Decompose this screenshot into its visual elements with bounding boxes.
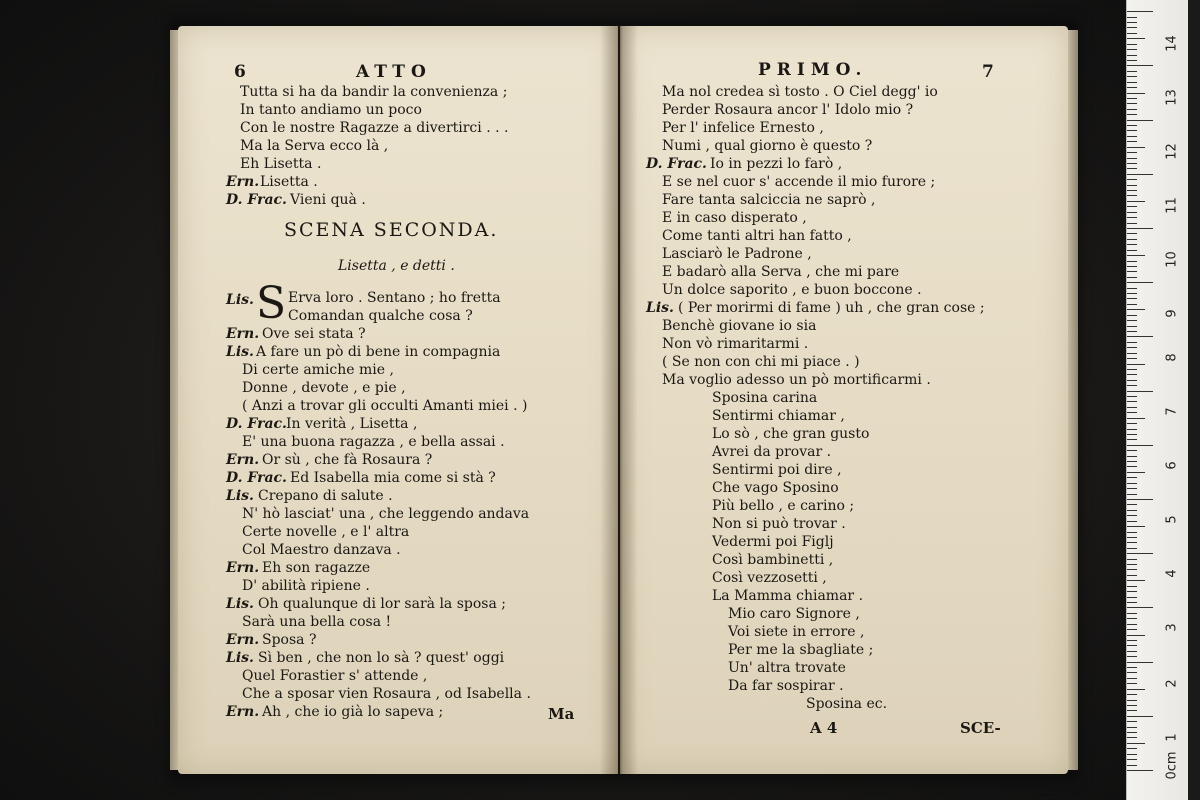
ruler-tick — [1127, 217, 1137, 218]
ruler-tick — [1127, 477, 1137, 478]
ruler-tick — [1127, 239, 1137, 240]
ruler-tick — [1127, 559, 1137, 560]
ruler-tick — [1127, 87, 1137, 88]
dialogue-line: Crepano di salute . — [258, 488, 393, 504]
ruler-tick — [1127, 526, 1145, 527]
catchword: Ma — [548, 705, 575, 723]
aria-line: Un' altra trovate — [728, 660, 846, 676]
ruler-tick — [1127, 483, 1137, 484]
ruler-tick — [1127, 743, 1145, 744]
ruler-tick — [1127, 586, 1137, 587]
scene-characters: Lisetta , e detti . — [338, 258, 455, 274]
ruler-tick — [1127, 277, 1137, 278]
ruler-tick — [1127, 71, 1137, 72]
ruler-tick — [1127, 537, 1137, 538]
aria-line: Sentirmi chiamar , — [712, 408, 845, 424]
ruler-mark: 11 — [1164, 197, 1180, 214]
scale-ruler — [1126, 0, 1189, 800]
ruler-tick — [1127, 185, 1137, 186]
aria-line: Che vago Sposino — [712, 480, 839, 496]
ruler-tick — [1127, 49, 1137, 50]
ruler-mark: 7 — [1164, 407, 1180, 416]
ruler-tick — [1127, 33, 1137, 34]
ruler-tick — [1127, 109, 1137, 110]
right-line: Io in pezzi lo farò , — [710, 156, 843, 172]
catchword: SCE- — [960, 719, 1001, 737]
speaker-label: Lis. — [226, 292, 254, 308]
dialogue-line: In verità , Lisetta , — [286, 416, 418, 432]
ruler-tick — [1127, 326, 1137, 327]
ruler-tick — [1127, 591, 1137, 592]
ruler-tick — [1127, 759, 1137, 760]
ruler-tick — [1127, 55, 1137, 56]
ruler-tick — [1127, 385, 1137, 386]
speaker-label: Ern. — [226, 174, 260, 190]
dialogue-line: N' hò lasciat' una , che leggendo andava — [242, 506, 530, 522]
ruler-tick — [1127, 640, 1137, 641]
ruler-tick — [1127, 293, 1137, 294]
ruler-tick — [1127, 250, 1137, 251]
speaker-label: D. Frac. — [226, 416, 287, 432]
ruler-tick — [1127, 488, 1137, 489]
ruler-tick — [1127, 320, 1137, 321]
ruler-tick — [1127, 168, 1137, 169]
ruler-tick — [1127, 38, 1145, 39]
ruler-tick — [1127, 174, 1153, 175]
dialogue-line: Sì ben , che non lo sà ? quest' oggi — [258, 650, 505, 666]
ruler-tick — [1127, 564, 1137, 565]
ruler-tick — [1127, 120, 1153, 121]
left-running-head: ATTO — [356, 62, 432, 82]
aria-line: Sposina ec. — [806, 696, 888, 712]
ruler-tick — [1127, 82, 1137, 83]
ruler-tick — [1127, 298, 1137, 299]
right-line: ( Per morirmi di fame ) uh , che gran cose ; — [678, 300, 985, 316]
ruler-tick — [1127, 103, 1137, 104]
ruler-tick — [1127, 607, 1153, 608]
dialogue-line: Eh son ragazze — [262, 560, 371, 576]
speaker-label: D. Frac. — [226, 192, 287, 208]
ruler-tick — [1127, 694, 1137, 695]
ruler-tick — [1127, 629, 1137, 630]
ruler-tick — [1127, 130, 1137, 131]
ruler-tick — [1127, 223, 1137, 224]
ruler-tick — [1127, 716, 1153, 717]
ruler-tick — [1127, 412, 1137, 413]
dialogue-line: Di certe amiche mie , — [242, 362, 394, 378]
ruler-tick — [1127, 315, 1137, 316]
ruler-tick — [1127, 212, 1137, 213]
right-line: E badarò alla Serva , che mi pare — [662, 264, 900, 280]
ruler-tick — [1127, 580, 1145, 581]
ruler-mark: 14 — [1164, 35, 1180, 52]
aria-line: Sentirmi poi dire , — [712, 462, 842, 478]
book-gutter — [600, 26, 638, 774]
speaker-label: D. Frac. — [646, 156, 707, 172]
ruler-tick — [1127, 266, 1137, 267]
ruler-mark: 6 — [1164, 461, 1180, 470]
speaker-label: Lis. — [226, 596, 254, 612]
right-line: Non vò rimaritarmi . — [662, 336, 809, 352]
ruler-tick — [1127, 60, 1137, 61]
ruler-tick — [1127, 282, 1153, 283]
ruler-tick — [1127, 309, 1145, 310]
ruler-tick — [1127, 765, 1137, 766]
dialogue-line: Or sù , che fà Rosaura ? — [262, 452, 433, 468]
ruler-tick — [1127, 331, 1137, 332]
ruler-tick — [1127, 163, 1137, 164]
speaker-label: Ern. — [226, 632, 260, 648]
dialogue-line: Ed Isabella mia come si stà ? — [290, 470, 496, 486]
ruler-tick — [1127, 494, 1137, 495]
dialogue-line: Che a sposar vien Rosaura , od Isabella . — [242, 686, 531, 702]
ruler-mark: 8 — [1164, 353, 1180, 362]
dialogue-line: Oh qualunque di lor sarà la sposa ; — [258, 596, 507, 612]
ruler-tick — [1127, 407, 1137, 408]
ruler-mark: 2 — [1164, 679, 1180, 688]
ruler-tick — [1127, 532, 1137, 533]
ruler-tick — [1127, 504, 1137, 505]
ruler-tick — [1127, 233, 1137, 234]
ruler-tick — [1127, 732, 1137, 733]
ruler-tick — [1127, 158, 1137, 159]
right-line: Per l' infelice Ernesto , — [662, 120, 824, 136]
ruler-tick — [1127, 450, 1137, 451]
right-line: Come tanti altri han fatto , — [662, 228, 852, 244]
ruler-tick — [1127, 418, 1145, 419]
ruler-tick — [1127, 618, 1137, 619]
ruler-tick — [1127, 721, 1137, 722]
ruler-tick — [1127, 705, 1137, 706]
left-line: Vieni quà . — [290, 192, 366, 208]
ruler-tick — [1127, 727, 1137, 728]
right-line: Numi , qual giorno è questo ? — [662, 138, 873, 154]
right-line: Fare tanta salciccia ne saprò , — [662, 192, 876, 208]
ruler-tick — [1127, 304, 1137, 305]
ruler-tick — [1127, 93, 1145, 94]
ruler-tick — [1127, 125, 1137, 126]
aria-line: Non si può trovar . — [712, 516, 846, 532]
ruler-tick — [1127, 44, 1137, 45]
ruler-tick — [1127, 336, 1153, 337]
right-running-head: PRIMO. — [758, 60, 868, 80]
ruler-tick — [1127, 179, 1137, 180]
ruler-tick — [1127, 700, 1137, 701]
ruler-tick — [1127, 11, 1153, 12]
ruler-tick — [1127, 672, 1137, 673]
dialogue-line: E' una buona ragazza , e bella assai . — [242, 434, 505, 450]
ruler-tick — [1127, 17, 1137, 18]
ruler-mark: 3 — [1164, 623, 1180, 632]
ruler-tick — [1127, 542, 1137, 543]
ruler-tick — [1127, 575, 1137, 576]
right-line: Un dolce saporito , e buon boccone . — [662, 282, 922, 298]
ruler-tick — [1127, 597, 1137, 598]
left-line: Lisetta . — [260, 174, 318, 190]
dialogue-line: Quel Forastier s' attende , — [242, 668, 428, 684]
ruler-tick — [1127, 347, 1137, 348]
ruler-tick — [1127, 358, 1137, 359]
ruler-unit-label: 0cm — [1164, 751, 1180, 780]
ruler-tick — [1127, 364, 1145, 365]
ruler-tick — [1127, 141, 1137, 142]
ruler-tick — [1127, 429, 1137, 430]
ruler-mark: 5 — [1164, 515, 1180, 524]
ruler-tick — [1127, 206, 1137, 207]
ruler-mark: 1 — [1164, 733, 1180, 742]
right-page — [620, 26, 1068, 774]
ruler-tick — [1127, 114, 1137, 115]
aria-line: Più bello , e carino ; — [712, 498, 855, 514]
aria-line: Così bambinetti , — [712, 552, 834, 568]
ruler-tick — [1127, 754, 1137, 755]
ruler-tick — [1127, 662, 1153, 663]
left-line: Con le nostre Ragazze a divertirci . . . — [240, 120, 509, 136]
ruler-tick — [1127, 656, 1137, 657]
ruler-tick — [1127, 737, 1137, 738]
aria-line: Da far sospirar . — [728, 678, 844, 694]
speaker-label: Lis. — [226, 344, 254, 360]
ruler-tick — [1127, 689, 1145, 690]
aria-line: Sposina carina — [712, 390, 818, 406]
ruler-tick — [1127, 434, 1137, 435]
ruler-tick — [1127, 569, 1137, 570]
dialogue-line: Ah , che io già lo sapeva ; — [262, 704, 444, 720]
left-page — [178, 26, 618, 774]
speaker-label: Ern. — [226, 704, 260, 720]
ruler-tick — [1127, 255, 1145, 256]
speaker-label: Lis. — [646, 300, 674, 316]
ruler-tick — [1127, 195, 1137, 196]
right-line: Ma nol credea sì tosto . O Ciel degg' io — [662, 84, 938, 100]
ruler-tick — [1127, 510, 1137, 511]
ruler-mark: 10 — [1164, 251, 1180, 268]
ruler-tick — [1127, 65, 1153, 66]
aria-line: Avrei da provar . — [712, 444, 832, 460]
ruler-tick — [1127, 613, 1137, 614]
scene-title: SCENA SECONDA. — [284, 219, 499, 241]
ruler-tick — [1127, 369, 1137, 370]
ruler-mark: 13 — [1164, 89, 1180, 106]
dialogue-line: Certe novelle , e l' altra — [242, 524, 410, 540]
dialogue-line: Sposa ? — [262, 632, 317, 648]
ruler-tick — [1127, 515, 1137, 516]
signature-mark: A 4 — [810, 719, 838, 737]
ruler-tick — [1127, 466, 1137, 467]
ruler-tick — [1127, 748, 1137, 749]
right-line: E se nel cuor s' accende il mio furore ; — [662, 174, 936, 190]
ruler-tick — [1127, 499, 1153, 500]
ruler-tick — [1127, 461, 1137, 462]
ruler-mark: 9 — [1164, 309, 1180, 318]
right-line: E in caso disperato , — [662, 210, 807, 226]
aria-line: Mio caro Signore , — [728, 606, 860, 622]
left-line: In tanto andiamo un poco — [240, 102, 422, 118]
ruler-tick — [1127, 190, 1137, 191]
dialogue-line: A fare un pò di bene in compagnia — [256, 344, 501, 360]
ruler-tick — [1127, 624, 1137, 625]
right-page-number: 7 — [982, 62, 994, 82]
ruler-tick — [1127, 548, 1137, 549]
ruler-tick — [1127, 710, 1137, 711]
ruler-edge — [1188, 0, 1200, 800]
ruler-tick — [1127, 353, 1137, 354]
aria-line: Così vezzosetti , — [712, 570, 827, 586]
ruler-tick — [1127, 271, 1137, 272]
dialogue-line: Comandan qualche cosa ? — [288, 308, 473, 324]
ruler-tick — [1127, 521, 1137, 522]
right-line: Lasciarò le Padrone , — [662, 246, 812, 262]
ruler-tick — [1127, 261, 1137, 262]
aria-line: La Mamma chiamar . — [712, 588, 864, 604]
speaker-label: Lis. — [226, 650, 254, 666]
ruler-tick — [1127, 423, 1137, 424]
right-line: Perder Rosaura ancor l' Idolo mio ? — [662, 102, 914, 118]
dialogue-line: Erva loro . Sentano ; ho fretta — [288, 290, 501, 306]
aria-line: Lo sò , che gran gusto — [712, 426, 870, 442]
ruler-tick — [1127, 380, 1137, 381]
aria-line: Voi siete in errore , — [728, 624, 865, 640]
right-line: Ma voglio adesso un pò mortificarmi . — [662, 372, 931, 388]
ruler-tick — [1127, 770, 1153, 771]
ruler-tick — [1127, 635, 1145, 636]
ruler-tick — [1127, 22, 1137, 23]
speaker-label: Ern. — [226, 560, 260, 576]
ruler-tick — [1127, 342, 1137, 343]
ruler-tick — [1127, 201, 1145, 202]
ruler-tick — [1127, 602, 1137, 603]
ruler-tick — [1127, 553, 1153, 554]
ruler-tick — [1127, 136, 1137, 137]
speaker-label: Ern. — [226, 326, 260, 342]
ruler-tick — [1127, 456, 1137, 457]
dialogue-line: Donne , devote , e pie , — [242, 380, 406, 396]
speaker-label: Lis. — [226, 488, 254, 504]
ruler-mark: 12 — [1164, 143, 1180, 160]
right-line: Benchè giovane io sia — [662, 318, 817, 334]
ruler-tick — [1127, 288, 1137, 289]
aria-line: Vedermi poi Figlj — [712, 534, 834, 550]
speaker-label: D. Frac. — [226, 470, 287, 486]
ruler-tick — [1127, 98, 1137, 99]
ruler-tick — [1127, 645, 1137, 646]
dialogue-line: Col Maestro danzava . — [242, 542, 401, 558]
ruler-tick — [1127, 683, 1137, 684]
ruler-tick — [1127, 651, 1137, 652]
ruler-tick — [1127, 445, 1153, 446]
ruler-tick — [1127, 228, 1153, 229]
right-line: ( Se non con chi mi piace . ) — [662, 354, 860, 370]
ruler-mark: 4 — [1164, 569, 1180, 578]
left-line: Eh Lisetta . — [240, 156, 322, 172]
left-page-number: 6 — [234, 62, 246, 82]
speaker-label: Ern. — [226, 452, 260, 468]
ruler-tick — [1127, 472, 1145, 473]
left-line: Tutta si ha da bandir la convenienza ; — [240, 84, 508, 100]
ruler-tick — [1127, 147, 1145, 148]
ruler-tick — [1127, 374, 1137, 375]
aria-line: Per me la sbagliate ; — [728, 642, 874, 658]
dialogue-line: ( Anzi a trovar gli occulti Amanti miei . ) — [242, 398, 528, 414]
drop-cap: S — [256, 278, 287, 329]
dialogue-line: D' abilità ripiene . — [242, 578, 370, 594]
ruler-tick — [1127, 152, 1137, 153]
ruler-tick — [1127, 76, 1137, 77]
ruler-tick — [1127, 667, 1137, 668]
ruler-tick — [1127, 678, 1137, 679]
ruler-tick — [1127, 27, 1137, 28]
ruler-tick — [1127, 244, 1137, 245]
ruler-tick — [1127, 439, 1137, 440]
ruler-tick — [1127, 401, 1137, 402]
dialogue-line: Sarà una bella cosa ! — [242, 614, 392, 630]
ruler-tick — [1127, 391, 1153, 392]
left-line: Ma la Serva ecco là , — [240, 138, 389, 154]
dialogue-line: Ove sei stata ? — [262, 326, 366, 342]
ruler-tick — [1127, 396, 1137, 397]
